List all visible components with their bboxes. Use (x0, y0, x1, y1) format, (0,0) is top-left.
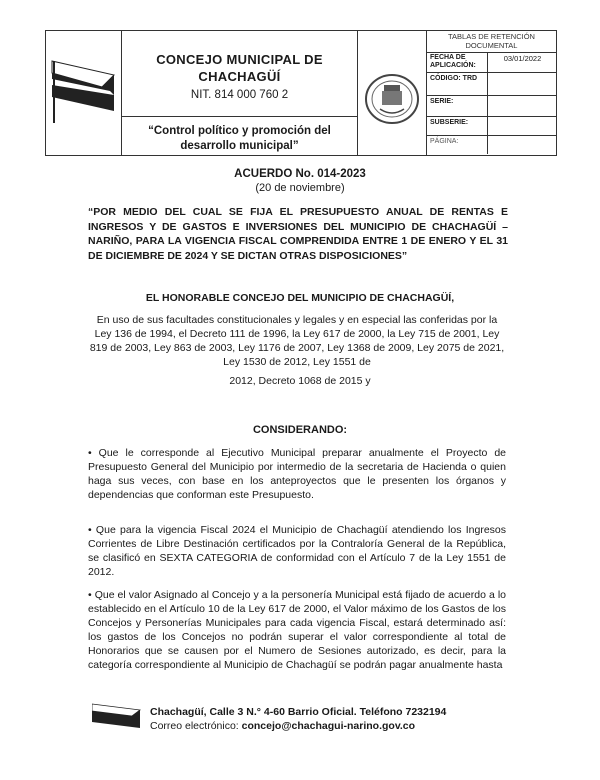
motto-line2: desarrollo municipal” (180, 140, 299, 152)
retention-row-label: SERIE: (430, 98, 454, 105)
considering-item: • Que le corresponde al Ejecutivo Municipal preparar anualmente el Proyecto de Presupuesto General del Municipio por intermedio de la secretaria de Hacienda o quien haga sus veces, con base en los anteproyectos que le presenten los órganos y dependencias que conforman este Presupuesto. (88, 447, 506, 501)
retention-row-fecha (427, 52, 556, 73)
municipal-flag-icon (46, 31, 120, 155)
retention-row-value (487, 73, 557, 95)
org-info-cell (122, 31, 358, 155)
retention-row-label: PÁGINA: (430, 138, 459, 145)
powers-paragraph-end: 2012, Decreto 1068 de 2015 y (229, 375, 371, 387)
retention-table-cell (427, 31, 556, 155)
motto-line1: “Control político y promoción del (148, 125, 331, 137)
retention-row-label: CÓDIGO: TRD (430, 75, 478, 82)
considering-heading: CONSIDERANDO: (252, 424, 348, 436)
retention-title: TABLAS DE RETENCIÓN DOCUMENTAL (427, 31, 556, 53)
footer-email-label: Correo electrónico: (150, 720, 239, 732)
flag-logo-cell (46, 31, 122, 155)
agreement-number: ACUERDO No. 014-2023 (234, 168, 366, 180)
retention-row-serie (427, 96, 556, 117)
footer-email-line (150, 720, 415, 732)
footer-address: Chachagüí, Calle 3 N.° 4-60 Barrio Oficial. Teléfono 7232194 (150, 706, 447, 718)
considering-item: • Que el valor Asignado al Concejo y a la personería Municipal está fijado de acuerdo a lo establecido en el Artículo 10 de la Ley 617 de 2000, el Valor máximo de los Gastos de los Concejos y Personerías Municipales para cada vigencia Fiscal, estará determinado así: los gastos de los Concejos no podrán superar el valor correspondiente al total de Honorarios que se causen por el Numero de Sesiones autorizado, es decir, para la categoría correspondiente al Municipio de Chachagüí se podrán pagar anualmente hasta (88, 589, 506, 671)
org-name (122, 51, 357, 85)
org-motto (122, 124, 357, 154)
org-name-line1: CONCEJO MUNICIPAL DE (156, 52, 323, 67)
powers-paragraph: En uso de sus facultades constitucionales y legales y en especial las conferidas por la Ley 136 de 1994, el Decreto 111 de 1996, la Ley 617 de 2000, la Ley 715 de 2001, Ley 819 de 2003, Ley 863 de 2003, Ley 1176 de 2007, Ley 1368 de 2009, Ley 2075 de 2021, Ley 1530 de 2012, Ley 1551 de (89, 314, 505, 368)
retention-row-value: 03/01/2022 (487, 52, 557, 72)
municipal-seal-icon (358, 31, 426, 155)
retention-row-value (487, 96, 557, 116)
agreement-date: (20 de noviembre) (255, 182, 345, 194)
retention-row-label: FECHA DE APLICACIÓN: (430, 54, 476, 69)
org-name-line2: CHACHAGÜÍ (198, 69, 281, 84)
retention-row-subserie (427, 117, 556, 136)
retention-row-label: SUBSERIE: (430, 119, 469, 126)
footer-flag-icon (92, 700, 142, 730)
authority-heading: EL HONORABLE CONCEJO DEL MUNICIPIO DE CHACHAGÜÍ, (145, 292, 455, 304)
retention-row-value (487, 117, 557, 135)
document-header-table (45, 30, 557, 156)
retention-row-codigo (427, 73, 556, 96)
seal-cell (358, 31, 427, 155)
considering-item: • Que para la vigencia Fiscal 2024 el Municipio de Chachagüí atendiendo los Ingresos Corrientes de Libre Destinación certificados por la Contraloría General de la República, se clasificó en SEXTA CATEGORIA de conformidad con el Artículo 7 de la Ley 1551 de 2012. (88, 524, 506, 578)
footer-email-link[interactable]: concejo@chachagui-narino.gov.co (241, 720, 416, 732)
org-nit: NIT. 814 000 760 2 (190, 89, 289, 101)
retention-row-value (487, 136, 557, 154)
agreement-subject: “POR MEDIO DEL CUAL SE FIJA EL PRESUPUESTO ANUAL DE RENTAS E INGRESOS Y DE GASTOS E INVERSIONES DEL MUNICIPIO DE CHACHAGÜÍ – NARIÑO, PARA LA VIGENCIA FISCAL COMPRENDIDA ENTRE 1 DE ENERO Y EL 31 DE DICIEMBRE DE 2024 Y SE DICTAN OTRAS DISPOSICIONES” (88, 206, 508, 262)
retention-row-pagina (427, 136, 556, 154)
